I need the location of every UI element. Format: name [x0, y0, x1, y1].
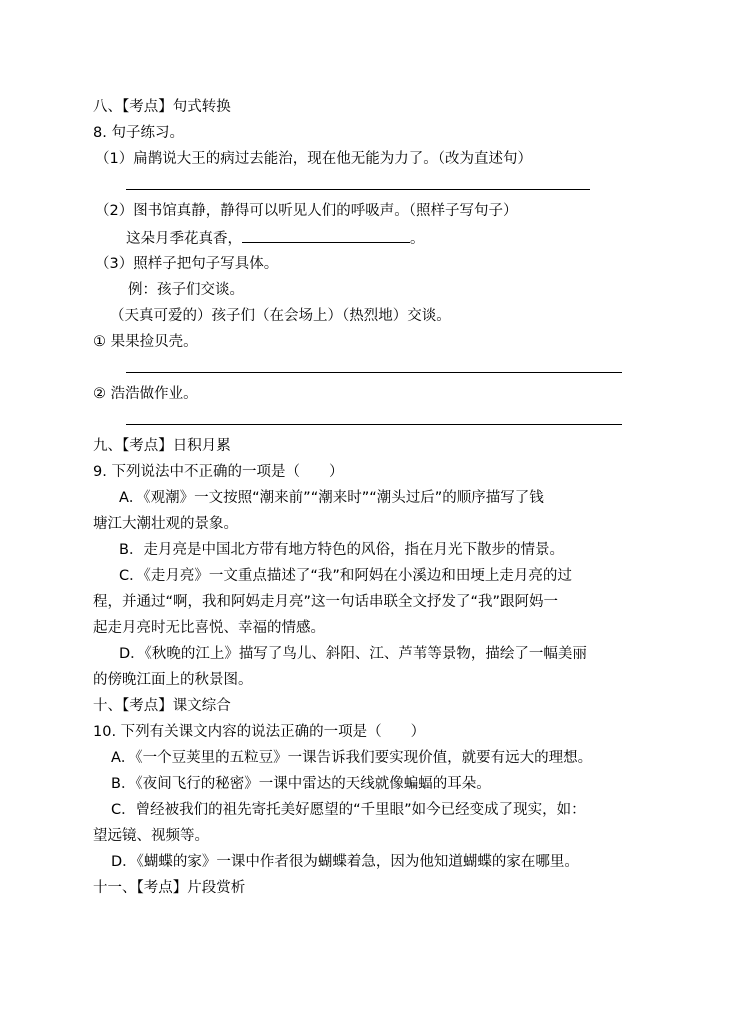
q9-option-a-line1: A．《观潮》一文按照“潮来前”“潮来时”“潮头过后”的顺序描写了钱: [119, 490, 544, 506]
q9-option-c-line1: C．《走月亮》一文重点描述了“我”和阿妈在小溪边和田埂上走月亮的过: [119, 568, 572, 584]
q9-option-d-line2: 的傍晚江面上的秋景图。: [93, 672, 253, 688]
q8-part2-template: 这朵月季花真香， 。: [126, 228, 425, 249]
q8-part2: （2）图书馆真静，静得可以听见人们的呼吸声。（照样子写句子）: [95, 203, 518, 219]
q10-option-d: D．《蝴蝶的家》一课中作者很为蝴蝶着急，因为他知道蝴蝶的家在哪里。: [111, 854, 579, 870]
q10-option-a: A．《一个豆荚里的五粒豆》一课告诉我们要实现价值，就要有远大的理想。: [111, 750, 593, 766]
q8-item-1: ① 果果捡贝壳。: [93, 334, 198, 350]
section-8-heading: 八、【考点】句式转换: [93, 99, 231, 115]
question-8: 8. 句子练习。: [93, 125, 184, 141]
q8-example: 例：孩子们交谈。: [128, 282, 244, 298]
q8-part3: （3）照样子把句子写具体。: [95, 256, 279, 272]
question-10: 10. 下列有关课文内容的说法正确的一项是（ ）: [93, 724, 426, 740]
q8-part2-blank[interactable]: [242, 228, 410, 243]
q10-option-c-line1: C．曾经被我们的祖先寄托美好愿望的“千里眼”如今已经变成了现实，如：: [111, 802, 586, 818]
q8-item-2-answer-line[interactable]: [126, 424, 622, 425]
q9-option-a-line2: 塘江大潮壮观的景象。: [93, 516, 238, 532]
q9-option-b: B．走月亮是中国北方带有地方特色的风俗，指在月光下散步的情景。: [119, 542, 564, 558]
q10-option-c-line2: 望远镜、视频等。: [93, 828, 209, 844]
q10-option-b: B．《夜间飞行的秘密》一课中雷达的天线就像蝙蝠的耳朵。: [111, 776, 491, 792]
q9-option-d-line1: D．《秋晚的江上》描写了鸟儿、斜阳、江、芦苇等景物，描绘了一幅美丽: [119, 646, 587, 662]
q8-part1-answer-line[interactable]: [126, 189, 590, 190]
q9-option-c-line3: 起走月亮时无比喜悦、幸福的情感。: [93, 620, 325, 636]
section-9-heading: 九、【考点】日积月累: [93, 438, 231, 454]
section-10-heading: 十、【考点】课文综合: [93, 698, 231, 714]
question-9: 9. 下列说法中不正确的一项是（ ）: [93, 464, 344, 480]
section-11-heading: 十一、【考点】片段赏析: [93, 880, 246, 896]
q9-option-c-line2: 程，并通过“啊，我和阿妈走月亮”这一句话串联全文抒发了“我”跟阿妈一: [93, 594, 559, 610]
q8-item-1-answer-line[interactable]: [126, 372, 622, 373]
q8-part1: （1）扁鹊说大王的病过去能治，现在他无能为力了。（改为直述句）: [95, 151, 532, 167]
q8-item-2: ② 浩浩做作业。: [93, 386, 198, 402]
q8-example-full: （天真可爱的）孩子们（在会场上）（热烈地）交谈。: [110, 308, 451, 324]
